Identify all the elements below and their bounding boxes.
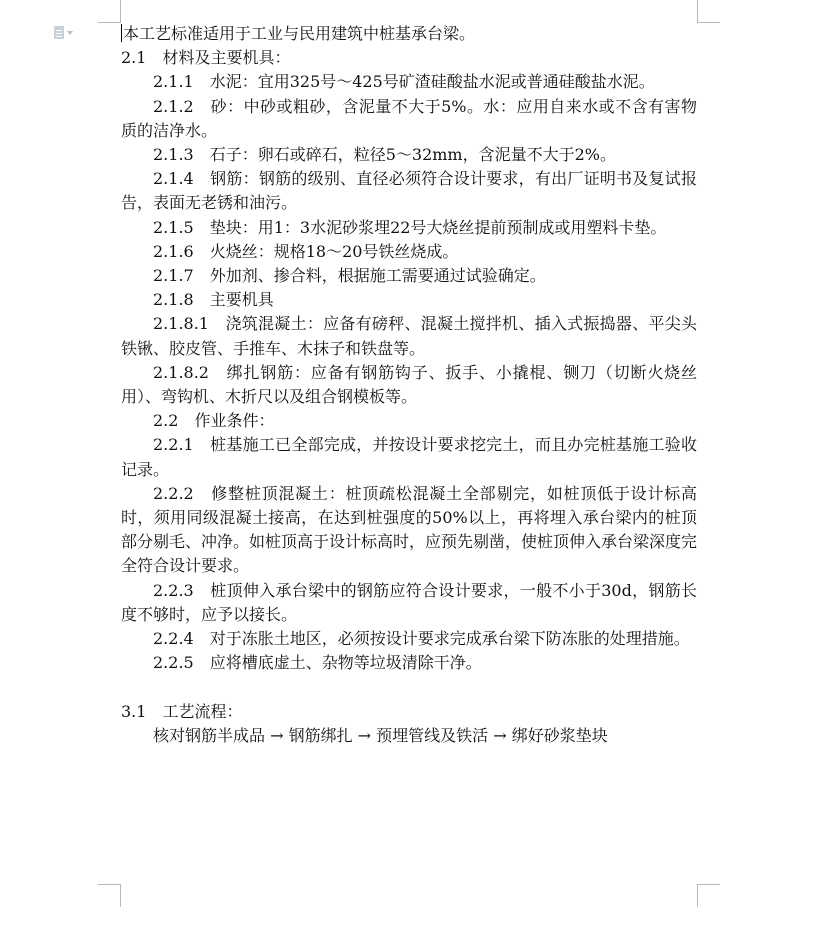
page-corner-bottom-right [697, 884, 720, 907]
paragraph-text: 3.1 工艺流程： [121, 701, 243, 721]
paragraph-text: 2.2 作业条件： [153, 411, 275, 431]
paragraph-text: 2.1.8 主要机具 [153, 290, 274, 310]
paragraph [121, 167, 697, 215]
paragraph-text: 2.1.4 钢筋：钢筋的级别、直径必须符合设计要求，有出厂证明书及复试报告，表面无老锈和油污。 [121, 169, 697, 213]
paragraph-text: 2.2.4 对于冻胀土地区，必须按设计要求完成承台梁下防冻胀的处理措施。 [153, 629, 690, 649]
paragraph-text: 2.1.6 火烧丝：规格18～20号铁丝烧成。 [153, 241, 459, 261]
paragraph [121, 216, 697, 240]
document-body[interactable] [121, 22, 697, 748]
paragraph [121, 46, 697, 70]
paragraph [121, 627, 697, 651]
paragraph [121, 482, 697, 579]
paragraph [121, 433, 697, 481]
paragraph [121, 288, 697, 312]
paragraph-text: 本工艺标准适用于工业与民用建筑中桩基承台梁。 [123, 24, 476, 43]
paragraph [121, 240, 697, 264]
paragraph-text: 2.1.8.2 绑扎钢筋：应备有钢筋钩子、扳手、小撬棍、铡刀（切断火烧丝用）、弯钩机、木折尺以及组合钢模板等。 [121, 362, 697, 407]
paragraph-text: 2.1.7 外加剂、掺合料，根据施工需要通过试验确定。 [153, 266, 546, 286]
paragraph [121, 264, 697, 288]
page-corner-top-left [98, 0, 121, 23]
paragraph [121, 143, 697, 167]
paragraph [121, 22, 697, 46]
paragraph-text: 2.1 材料及主要机具： [121, 48, 291, 68]
document-icon[interactable] [54, 26, 73, 39]
text-cursor [121, 24, 122, 42]
paragraph-text: 2.2.3 桩顶伸入承台梁中的钢筋应符合设计要求，一般不小于30d，钢筋长度不够时，应予以接长。 [121, 580, 697, 624]
paragraph [121, 579, 697, 627]
paragraph-text: 2.1.5 垫块：用1：3水泥砂浆埋22号大烧丝提前预制成或用塑料卡垫。 [153, 217, 667, 237]
page-corner-bottom-left [98, 884, 121, 907]
paragraph [121, 724, 697, 748]
chevron-down-icon [67, 31, 73, 35]
paragraph-text: 2.2.2 修整桩顶混凝土：桩顶疏松混凝土全部剔完，如桩顶低于设计标高时，须用同级混凝土接高，在达到桩强度的50%以上，再将埋入承台梁内的桩顶部分剔毛、冲净。如桩顶高于设计标高时，应预先剔凿，使桩顶伸入承台梁深度完全符合设计要求。 [121, 483, 698, 576]
paragraph-text: 2.2.1 桩基施工已全部完成，并按设计要求挖完土，而且办完桩基施工验收记录。 [121, 435, 697, 479]
paragraph [121, 95, 697, 143]
paragraph-text: 2.2.5 应将槽底虚土、杂物等垃圾清除干净。 [153, 653, 482, 673]
paragraph-text: 2.1.2 砂：中砂或粗砂，含泥量不大于5%。水：应用自来水或不含有害物质的洁净水。 [121, 96, 697, 140]
paragraph-text: 2.1.8.1 浇筑混凝土：应备有磅秤、混凝土搅拌机、插入式振捣器、平尖头铁锹、胶皮管、手推车、木抹子和铁盘等。 [121, 314, 697, 358]
paragraph [121, 700, 697, 724]
paragraph [121, 312, 697, 360]
page-corner-top-right [697, 0, 720, 23]
paragraph-text: 核对钢筋半成品 → 钢筋绑扎 → 预埋管线及铁活 → 绑好砂浆垫块 [153, 725, 608, 745]
paragraph [121, 409, 697, 433]
paragraph-text: 2.1.3 石子：卵石或碎石，粒径5～32mm，含泥量不大于2%。 [153, 145, 616, 165]
blank-line [121, 675, 697, 699]
paragraph [121, 361, 697, 409]
paragraph [121, 70, 697, 94]
page-icon [54, 26, 64, 39]
paragraph-text: 2.1.1 水泥：宜用325号～425号矿渣硅酸盐水泥或普通硅酸盐水泥。 [153, 72, 655, 92]
paragraph [121, 651, 697, 675]
